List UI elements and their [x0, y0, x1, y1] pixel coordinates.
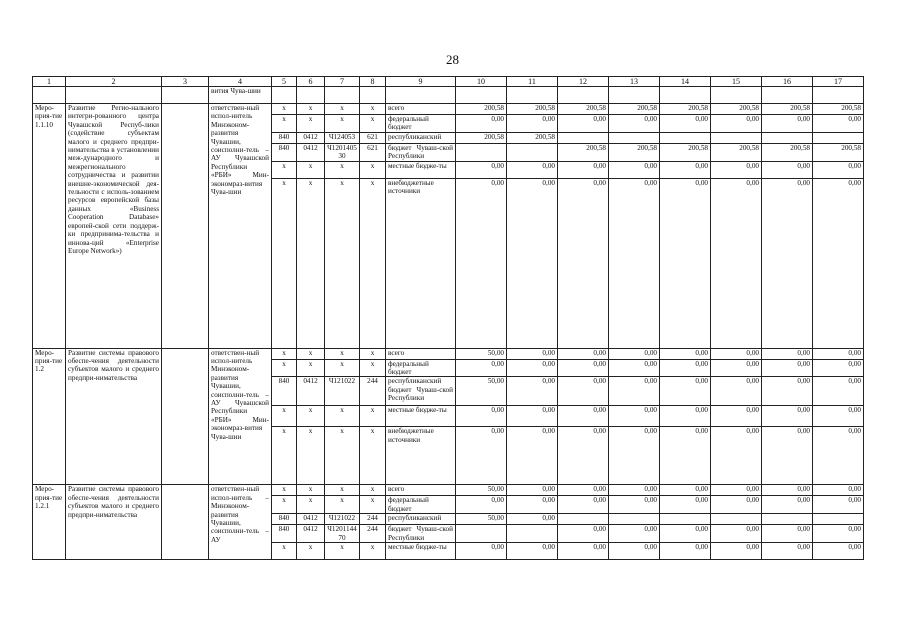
value-cell: 0,00 [609, 377, 660, 406]
value-cell: 0,00 [711, 348, 762, 359]
grbs-cell: x [272, 496, 297, 514]
value-cell: 0,00 [813, 496, 864, 514]
grbs-cell: 840 [272, 143, 297, 161]
csr-cell: x [325, 427, 360, 485]
csr-cell: x [325, 496, 360, 514]
grbs-cell: x [272, 104, 297, 115]
value-cell: 0,00 [711, 543, 762, 560]
value-cell: 0,00 [813, 377, 864, 406]
source-cell: республиканский бюджет Чуваш-ской Республики [386, 377, 456, 406]
value-cell [762, 514, 813, 525]
vr-cell: x [360, 406, 386, 427]
csr-cell: Ч1201405 30 [325, 143, 360, 161]
table-row [33, 348, 864, 359]
value-cell: 0,00 [813, 359, 864, 377]
column-header: 7 [325, 77, 360, 87]
grbs-cell: 840 [272, 525, 297, 543]
value-cell: 0,00 [558, 348, 609, 359]
value-cell [762, 132, 813, 143]
grbs-cell: x [272, 348, 297, 359]
source-cell: всего [386, 348, 456, 359]
vr-cell: 244 [360, 514, 386, 525]
value-cell: 0,00 [813, 525, 864, 543]
header-row [33, 77, 864, 87]
column-header: 11 [507, 77, 558, 87]
value-cell: 0,00 [609, 496, 660, 514]
grbs-cell: x [272, 427, 297, 485]
grbs-cell: 840 [272, 514, 297, 525]
value-cell: 0,00 [456, 178, 507, 348]
vr-cell: x [360, 543, 386, 560]
value-cell: 0,00 [762, 348, 813, 359]
value-cell: 0,00 [813, 427, 864, 485]
rz-cell: x [297, 427, 325, 485]
rz-cell: x [297, 496, 325, 514]
value-cell: 200,58 [813, 143, 864, 161]
value-cell: 0,00 [660, 496, 711, 514]
vr-cell: 621 [360, 143, 386, 161]
measure-executor: ответствен-ный испол-нитель Минэконом-развития Чувашии, соисполни-тель – АУ Чувашской Республики «РБИ» Мин-экономраз-вития Чува-шии [209, 104, 272, 349]
rz-cell: x [297, 104, 325, 115]
value-cell: 0,00 [813, 485, 864, 496]
grbs-cell: 840 [272, 132, 297, 143]
value-cell: 0,00 [558, 377, 609, 406]
value-cell: 200,58 [762, 104, 813, 115]
rz-cell: 0412 [297, 143, 325, 161]
grbs-cell: x [272, 161, 297, 178]
csr-cell: x [325, 104, 360, 115]
value-cell: 0,00 [507, 377, 558, 406]
value-cell [609, 132, 660, 143]
measure-code: Меро-прия-тие 1.1.10 [33, 104, 66, 349]
rz-cell: 0412 [297, 132, 325, 143]
carry-exec: вития Чува-шии [209, 87, 272, 104]
grbs-cell: 840 [272, 377, 297, 406]
value-cell: 50,00 [456, 485, 507, 496]
value-cell: 0,00 [456, 543, 507, 560]
vr-cell: 244 [360, 525, 386, 543]
budget-table [32, 76, 864, 560]
rz-cell: x [297, 485, 325, 496]
value-cell [660, 514, 711, 525]
value-cell: 0,00 [660, 115, 711, 133]
value-cell: 200,58 [609, 104, 660, 115]
value-cell: 0,00 [456, 496, 507, 514]
rz-cell: x [297, 406, 325, 427]
value-cell: 0,00 [558, 115, 609, 133]
rz-cell: x [297, 543, 325, 560]
source-cell: всего [386, 485, 456, 496]
value-cell: 200,58 [507, 104, 558, 115]
value-cell: 0,00 [711, 359, 762, 377]
csr-cell: x [325, 178, 360, 348]
vr-cell: x [360, 496, 386, 514]
value-cell: 0,00 [711, 406, 762, 427]
value-cell: 0,00 [609, 161, 660, 178]
source-cell: федеральный бюджет [386, 359, 456, 377]
value-cell: 0,00 [660, 359, 711, 377]
value-cell: 0,00 [558, 359, 609, 377]
value-cell: 0,00 [813, 543, 864, 560]
value-cell: 0,00 [609, 427, 660, 485]
value-cell [558, 514, 609, 525]
source-cell: внебюджетные источники [386, 427, 456, 485]
value-cell [558, 132, 609, 143]
value-cell: 50,00 [456, 377, 507, 406]
empty-cell [162, 104, 209, 349]
value-cell [609, 514, 660, 525]
csr-cell: Ч124053 [325, 132, 360, 143]
value-cell: 0,00 [558, 161, 609, 178]
value-cell: 0,00 [711, 427, 762, 485]
csr-cell: Ч121022 [325, 377, 360, 406]
source-cell: местные бюдже-ты [386, 161, 456, 178]
value-cell: 200,58 [456, 104, 507, 115]
rz-cell: x [297, 178, 325, 348]
csr-cell: Ч121022 [325, 514, 360, 525]
csr-cell: x [325, 348, 360, 359]
value-cell: 0,00 [456, 427, 507, 485]
source-cell: местные бюдже-ты [386, 543, 456, 560]
value-cell: 0,00 [507, 496, 558, 514]
value-cell [711, 514, 762, 525]
measure-code: Меро-прия-тие 1.2.1 [33, 485, 66, 560]
grbs-cell: x [272, 115, 297, 133]
value-cell: 0,00 [660, 485, 711, 496]
value-cell [456, 525, 507, 543]
vr-cell: x [360, 104, 386, 115]
value-cell: 0,00 [456, 406, 507, 427]
source-cell: всего [386, 104, 456, 115]
value-cell: 0,00 [660, 161, 711, 178]
vr-cell: x [360, 348, 386, 359]
value-cell: 200,58 [558, 143, 609, 161]
value-cell: 0,00 [762, 161, 813, 178]
value-cell: 0,00 [456, 115, 507, 133]
value-cell: 0,00 [813, 178, 864, 348]
value-cell [813, 514, 864, 525]
value-cell: 200,58 [660, 104, 711, 115]
csr-cell: x [325, 485, 360, 496]
value-cell: 50,00 [456, 514, 507, 525]
value-cell: 0,00 [660, 178, 711, 348]
rz-cell: 0412 [297, 525, 325, 543]
vr-cell: x [360, 359, 386, 377]
measure-code: Меро-прия-тие 1.2 [33, 348, 66, 485]
column-header: 12 [558, 77, 609, 87]
value-cell: 0,00 [609, 348, 660, 359]
value-cell: 0,00 [609, 543, 660, 560]
column-header: 14 [660, 77, 711, 87]
rz-cell: x [297, 359, 325, 377]
value-cell: 0,00 [507, 543, 558, 560]
value-cell [660, 132, 711, 143]
vr-cell: 244 [360, 377, 386, 406]
value-cell: 0,00 [558, 427, 609, 485]
column-header: 2 [66, 77, 162, 87]
source-cell: внебюджетные источники [386, 178, 456, 348]
value-cell: 0,00 [609, 115, 660, 133]
grbs-cell: x [272, 485, 297, 496]
value-cell: 0,00 [711, 115, 762, 133]
value-cell: 0,00 [711, 178, 762, 348]
grbs-cell: x [272, 543, 297, 560]
source-cell: бюджет Чуваш-ской Республики [386, 143, 456, 161]
value-cell: 200,58 [711, 104, 762, 115]
value-cell: 200,58 [456, 132, 507, 143]
table-row [33, 104, 864, 115]
grbs-cell: x [272, 178, 297, 348]
value-cell: 0,00 [762, 406, 813, 427]
value-cell [507, 525, 558, 543]
value-cell: 0,00 [711, 161, 762, 178]
table-row [33, 485, 864, 496]
vr-cell: x [360, 115, 386, 133]
value-cell: 200,58 [660, 143, 711, 161]
carry-row [33, 87, 864, 104]
column-header: 15 [711, 77, 762, 87]
value-cell: 0,00 [609, 525, 660, 543]
value-cell: 0,00 [609, 178, 660, 348]
value-cell: 200,58 [711, 143, 762, 161]
value-cell: 0,00 [813, 161, 864, 178]
column-header: 13 [609, 77, 660, 87]
value-cell: 0,00 [762, 496, 813, 514]
value-cell: 0,00 [558, 525, 609, 543]
vr-cell: x [360, 161, 386, 178]
value-cell: 0,00 [660, 427, 711, 485]
csr-cell: x [325, 161, 360, 178]
value-cell: 0,00 [507, 178, 558, 348]
value-cell: 0,00 [507, 406, 558, 427]
page-number: 28 [446, 52, 459, 67]
value-cell: 0,00 [558, 178, 609, 348]
value-cell: 0,00 [660, 406, 711, 427]
value-cell: 0,00 [660, 348, 711, 359]
value-cell: 0,00 [711, 485, 762, 496]
value-cell: 0,00 [660, 377, 711, 406]
value-cell: 0,00 [558, 485, 609, 496]
value-cell [711, 132, 762, 143]
source-cell: республиканский [386, 514, 456, 525]
measure-name: Развитие системы правового обеспе-чения деятельности субъектов малого и среднего предпри-нимательства [66, 485, 162, 560]
rz-cell: x [297, 161, 325, 178]
value-cell: 0,00 [507, 115, 558, 133]
value-cell: 0,00 [711, 377, 762, 406]
value-cell: 0,00 [762, 377, 813, 406]
value-cell: 0,00 [507, 485, 558, 496]
measure-executor: ответствен-ный испол-нитель Минэконом-развития Чувашии, соисполни-тель – АУ Чувашской Республики «РБИ» Мин-экономраз-вития Чува-шии [209, 348, 272, 485]
column-header: 1 [33, 77, 66, 87]
value-cell: 0,00 [762, 543, 813, 560]
source-cell: федеральный бюджет [386, 115, 456, 133]
value-cell: 0,00 [660, 543, 711, 560]
grbs-cell: x [272, 359, 297, 377]
column-header: 9 [386, 77, 456, 87]
value-cell: 200,58 [813, 104, 864, 115]
value-cell: 0,00 [762, 427, 813, 485]
grbs-cell: x [272, 406, 297, 427]
column-header: 16 [762, 77, 813, 87]
value-cell: 0,00 [558, 543, 609, 560]
source-cell: бюджет Чуваш-ской Республики [386, 525, 456, 543]
value-cell: 0,00 [762, 485, 813, 496]
value-cell: 200,58 [558, 104, 609, 115]
value-cell: 0,00 [813, 348, 864, 359]
vr-cell: x [360, 178, 386, 348]
measure-executor: ответствен-ный испол-нитель – Минэконом-развития Чувашии, соисполни-тель – АУ [209, 485, 272, 560]
vr-cell: x [360, 427, 386, 485]
value-cell: 0,00 [507, 359, 558, 377]
source-cell: республиканский [386, 132, 456, 143]
value-cell: 0,00 [609, 359, 660, 377]
column-header: 10 [456, 77, 507, 87]
value-cell: 0,00 [762, 525, 813, 543]
value-cell: 0,00 [558, 496, 609, 514]
rz-cell: x [297, 348, 325, 359]
value-cell: 0,00 [507, 427, 558, 485]
value-cell: 200,58 [762, 143, 813, 161]
column-header: 5 [272, 77, 297, 87]
column-header: 3 [162, 77, 209, 87]
vr-cell: 621 [360, 132, 386, 143]
rz-cell: x [297, 115, 325, 133]
column-header: 8 [360, 77, 386, 87]
value-cell: 0,00 [609, 406, 660, 427]
value-cell: 0,00 [507, 348, 558, 359]
rz-cell: 0412 [297, 377, 325, 406]
measure-name: Развитие системы правового обеспе-чения деятельности субъектов малого и среднего предпри-нимательства [66, 348, 162, 485]
value-cell: 0,00 [762, 115, 813, 133]
empty-cell [162, 485, 209, 560]
csr-cell: Ч1201144 70 [325, 525, 360, 543]
rz-cell: 0412 [297, 514, 325, 525]
column-header: 17 [813, 77, 864, 87]
value-cell [507, 143, 558, 161]
value-cell: 0,00 [609, 485, 660, 496]
csr-cell: x [325, 406, 360, 427]
csr-cell: x [325, 115, 360, 133]
value-cell: 0,00 [507, 514, 558, 525]
value-cell: 0,00 [711, 525, 762, 543]
value-cell: 0,00 [762, 359, 813, 377]
column-header: 6 [297, 77, 325, 87]
vr-cell: x [360, 485, 386, 496]
value-cell: 200,58 [507, 132, 558, 143]
value-cell: 200,58 [609, 143, 660, 161]
value-cell [813, 132, 864, 143]
value-cell: 0,00 [660, 525, 711, 543]
value-cell [456, 143, 507, 161]
measure-name: Развитие Регио-нального интегри-рованного центра Чувашской Респуб-лики (содействие субъектам малого и среднего предпри-нимательства в установлении меж-дународного и межрегионального сотрудничества и развитии внешне-экономической дея-тельности с исполь-зованием ресурсов европейской базы данных «Business Cooperation Database» европей-ской сети поддерж-ки предпринима-тельства и иннова-ций «Enterprise Europe Network») [66, 104, 162, 349]
csr-cell: x [325, 359, 360, 377]
value-cell: 0,00 [813, 406, 864, 427]
value-cell: 0,00 [558, 406, 609, 427]
source-cell: федеральный бюджет [386, 496, 456, 514]
value-cell: 0,00 [507, 161, 558, 178]
column-header: 4 [209, 77, 272, 87]
empty-cell [162, 348, 209, 485]
csr-cell: x [325, 543, 360, 560]
source-cell: местные бюдже-ты [386, 406, 456, 427]
value-cell: 0,00 [711, 496, 762, 514]
value-cell: 0,00 [813, 115, 864, 133]
value-cell: 0,00 [456, 161, 507, 178]
value-cell: 50,00 [456, 348, 507, 359]
value-cell: 0,00 [762, 178, 813, 348]
value-cell: 0,00 [456, 359, 507, 377]
